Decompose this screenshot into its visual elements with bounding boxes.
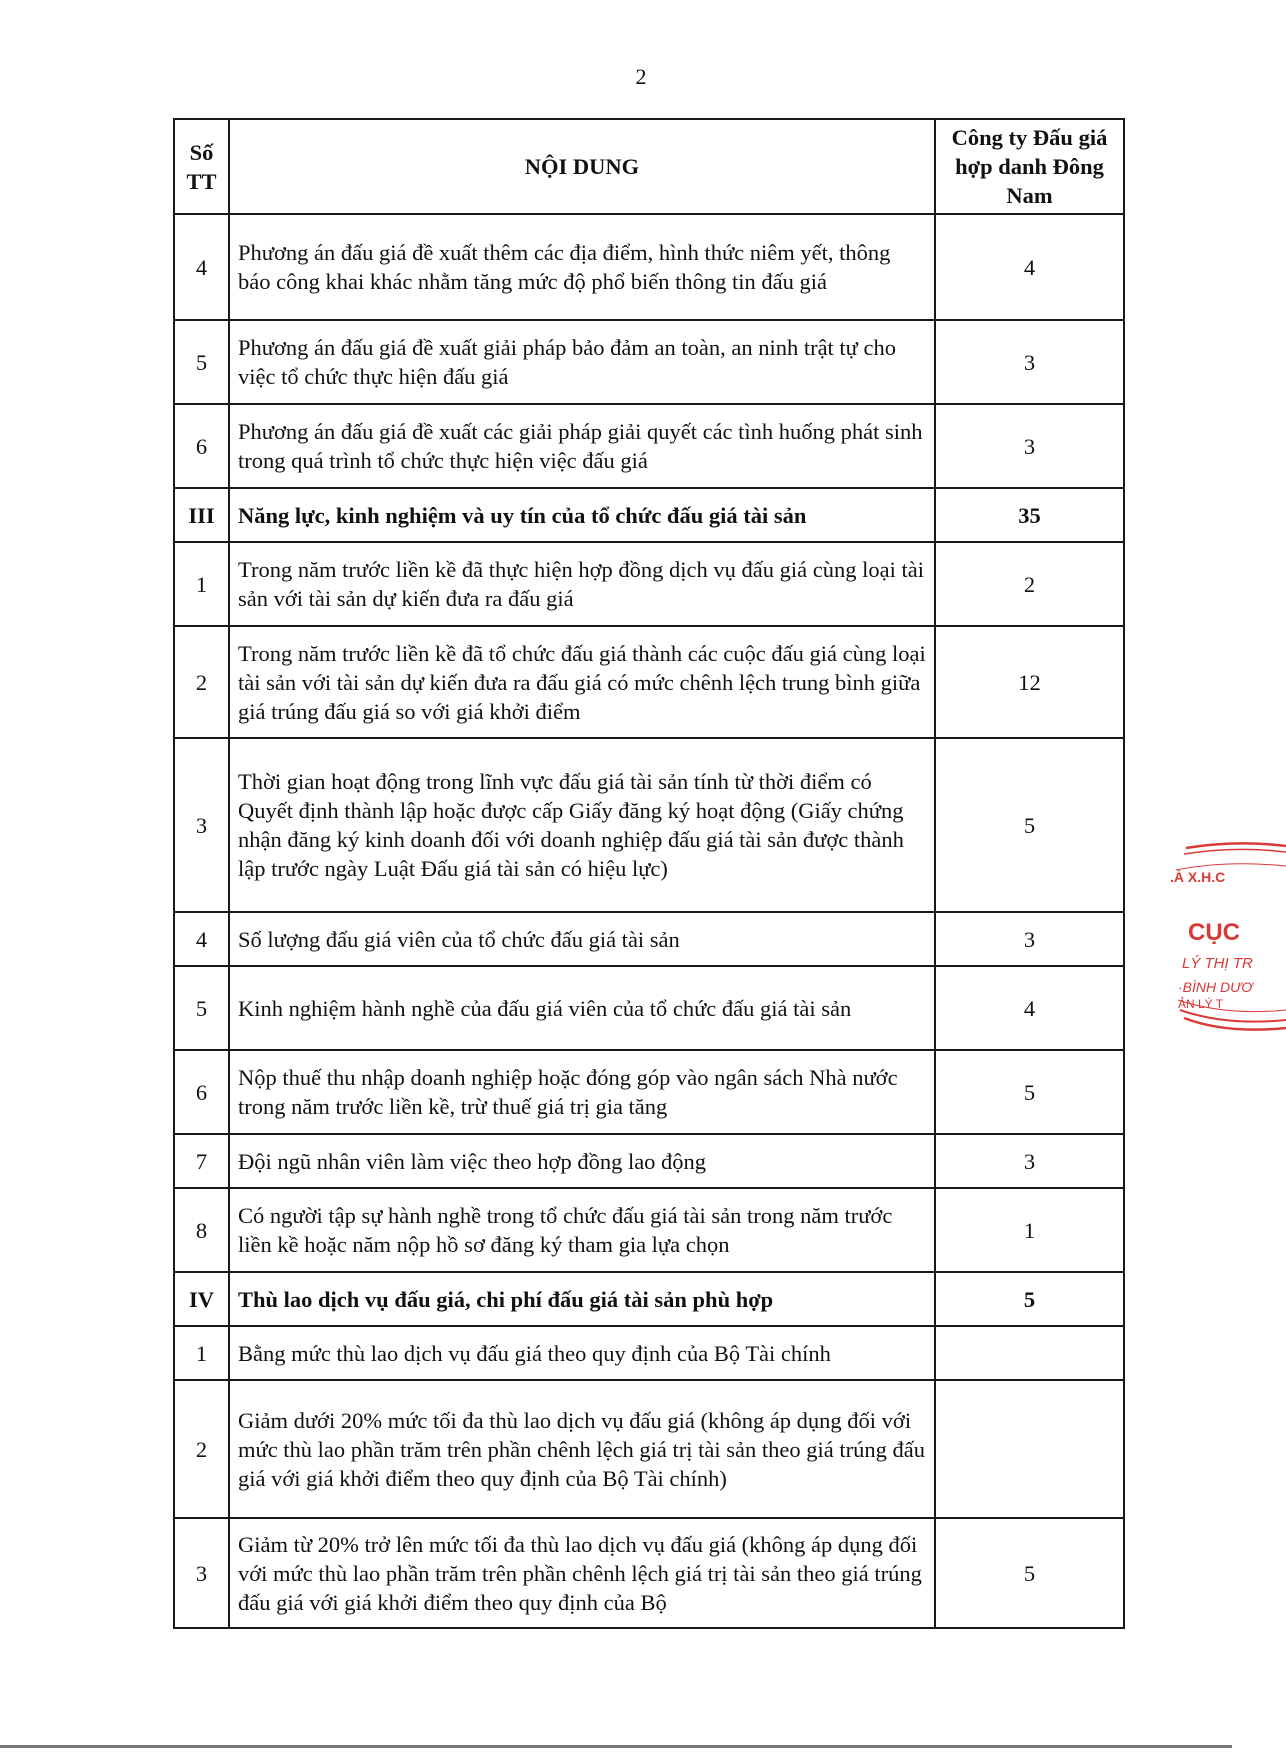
scoring-table: [173, 118, 1125, 1629]
row-points-cell: 12: [935, 626, 1124, 738]
row-content-cell: Phương án đấu giá đề xuất giải pháp bảo đảm an toàn, an ninh trật tự cho việc tổ chức thực hiện đấu giá: [229, 320, 935, 404]
row-content-cell: Phương án đấu giá đề xuất thêm các địa điểm, hình thức niêm yết, thông báo công khai khác nhằm tăng mức độ phổ biến thông tin đấu giá: [229, 214, 935, 320]
svg-text:CỤC: CỤC: [1188, 919, 1240, 946]
table-row: [174, 738, 1124, 912]
table-row: [174, 966, 1124, 1050]
section-row: [174, 1272, 1124, 1326]
row-content-cell: Số lượng đấu giá viên của tổ chức đấu giá tài sản: [229, 912, 935, 966]
row-points-cell: 35: [935, 488, 1124, 542]
row-stt-cell: 6: [174, 404, 229, 488]
row-content-cell: Thù lao dịch vụ đấu giá, chi phí đấu giá tài sản phù hợp: [229, 1272, 935, 1326]
row-stt-cell: 5: [174, 966, 229, 1050]
row-stt-cell: 1: [174, 1326, 229, 1380]
table-row: [174, 214, 1124, 320]
row-points-cell: 3: [935, 1134, 1124, 1188]
row-stt-cell: 8: [174, 1188, 229, 1272]
row-points-cell: 5: [935, 1518, 1124, 1628]
page-number: 2: [635, 64, 647, 89]
official-stamp: [1166, 840, 1253, 1050]
row-stt-cell: IV: [174, 1272, 229, 1326]
header-stt: Số TT: [174, 119, 229, 214]
row-content-cell: Trong năm trước liền kề đã thực hiện hợp đồng dịch vụ đấu giá cùng loại tài sản với tài sản dự kiến đưa ra đấu giá: [229, 542, 935, 626]
section-row: [174, 488, 1124, 542]
table-row: [174, 542, 1124, 626]
row-points-cell: [935, 1326, 1124, 1380]
row-content-cell: Đội ngũ nhân viên làm việc theo hợp đồng lao động: [229, 1134, 935, 1188]
table-row: [174, 626, 1124, 738]
svg-text:.À X.H.C: .À X.H.C: [1170, 869, 1226, 885]
row-content-cell: Giảm dưới 20% mức tối đa thù lao dịch vụ đấu giá (không áp dụng đối với mức thù lao phần trăm trên phần chênh lệch giá trị tài sản theo giá trúng đấu giá với giá khởi điểm theo quy định của Bộ Tài chính): [229, 1380, 935, 1518]
row-content-cell: Kinh nghiệm hành nghề của đấu giá viên của tổ chức đấu giá tài sản: [229, 966, 935, 1050]
row-points-cell: 2: [935, 542, 1124, 626]
row-stt-cell: 7: [174, 1134, 229, 1188]
row-content-cell: Nộp thuế thu nhập doanh nghiệp hoặc đóng góp vào ngân sách Nhà nước trong năm trước liền kề, trừ thuế giá trị gia tăng: [229, 1050, 935, 1134]
row-stt-cell: 1: [174, 542, 229, 626]
row-content-cell: Bằng mức thù lao dịch vụ đấu giá theo quy định của Bộ Tài chính: [229, 1326, 935, 1380]
table-body: [174, 214, 1124, 1628]
row-points-cell: 5: [935, 738, 1124, 912]
row-stt-cell: 4: [174, 214, 229, 320]
row-points-cell: 3: [935, 320, 1124, 404]
row-content-cell: Thời gian hoạt động trong lĩnh vực đấu giá tài sản tính từ thời điểm có Quyết định thành lập hoặc được cấp Giấy đăng ký hoạt động (Giấy chứng nhận đăng ký kinh doanh đối với doanh nghiệp đấu giá tài sản được thành lập trước ngày Luật Đấu giá tài sản có hiệu lực): [229, 738, 935, 912]
row-points-cell: 5: [935, 1272, 1124, 1326]
table-row: [174, 1050, 1124, 1134]
row-points-cell: 3: [935, 912, 1124, 966]
row-stt-cell: III: [174, 488, 229, 542]
row-stt-cell: 3: [174, 1518, 229, 1628]
row-stt-cell: 6: [174, 1050, 229, 1134]
row-content-cell: Có người tập sự hành nghề trong tổ chức đấu giá tài sản trong năm trước liền kề hoặc năm nộp hồ sơ đăng ký tham gia lựa chọn: [229, 1188, 935, 1272]
table-row: [174, 1326, 1124, 1380]
row-points-cell: 4: [935, 214, 1124, 320]
table-row: [174, 1188, 1124, 1272]
row-content-cell: Phương án đấu giá đề xuất các giải pháp giải quyết các tình huống phát sinh trong quá trình tổ chức thực hiện việc đấu giá: [229, 404, 935, 488]
row-points-cell: 4: [935, 966, 1124, 1050]
table-header-row: [174, 119, 1124, 214]
row-points-cell: 1: [935, 1188, 1124, 1272]
row-points-cell: 5: [935, 1050, 1124, 1134]
row-stt-cell: 2: [174, 626, 229, 738]
header-company: Công ty Đấu giá hợp danh Đông Nam: [935, 119, 1124, 214]
table-row: [174, 320, 1124, 404]
row-stt-cell: 4: [174, 912, 229, 966]
table-row: [174, 1134, 1124, 1188]
row-stt-cell: 2: [174, 1380, 229, 1518]
svg-text:LÝ THỊ TR: LÝ THỊ TR: [1182, 955, 1253, 972]
table-row: [174, 912, 1124, 966]
row-content-cell: Năng lực, kinh nghiệm và uy tín của tổ chức đấu giá tài sản: [229, 488, 935, 542]
row-content-cell: Giảm từ 20% trở lên mức tối đa thù lao dịch vụ đấu giá (không áp dụng đối với mức thù lao phần trăm trên phần chênh lệch giá trị tài sản theo giá trúng đấu giá với giá khởi điểm theo quy định của Bộ: [229, 1518, 935, 1628]
stamp-icon: [1166, 840, 1286, 1050]
table-row: [174, 1518, 1124, 1628]
table-row: [174, 404, 1124, 488]
row-stt-cell: 3: [174, 738, 229, 912]
svg-text:ẢN LÝ T: ẢN LÝ T: [1178, 997, 1224, 1011]
row-stt-cell: 5: [174, 320, 229, 404]
row-points-cell: 3: [935, 404, 1124, 488]
table-row: [174, 1380, 1124, 1518]
svg-text:·BÌNH DƯƠ: ·BÌNH DƯƠ: [1178, 979, 1253, 995]
row-content-cell: Trong năm trước liền kề đã tổ chức đấu giá thành các cuộc đấu giá cùng loại tài sản với tài sản dự kiến đưa ra đấu giá có mức chênh lệch trung bình giữa giá trúng đấu giá so với giá khởi điểm: [229, 626, 935, 738]
header-content: NỘI DUNG: [229, 119, 935, 214]
row-points-cell: [935, 1380, 1124, 1518]
scan-edge-line: [0, 1745, 1232, 1748]
